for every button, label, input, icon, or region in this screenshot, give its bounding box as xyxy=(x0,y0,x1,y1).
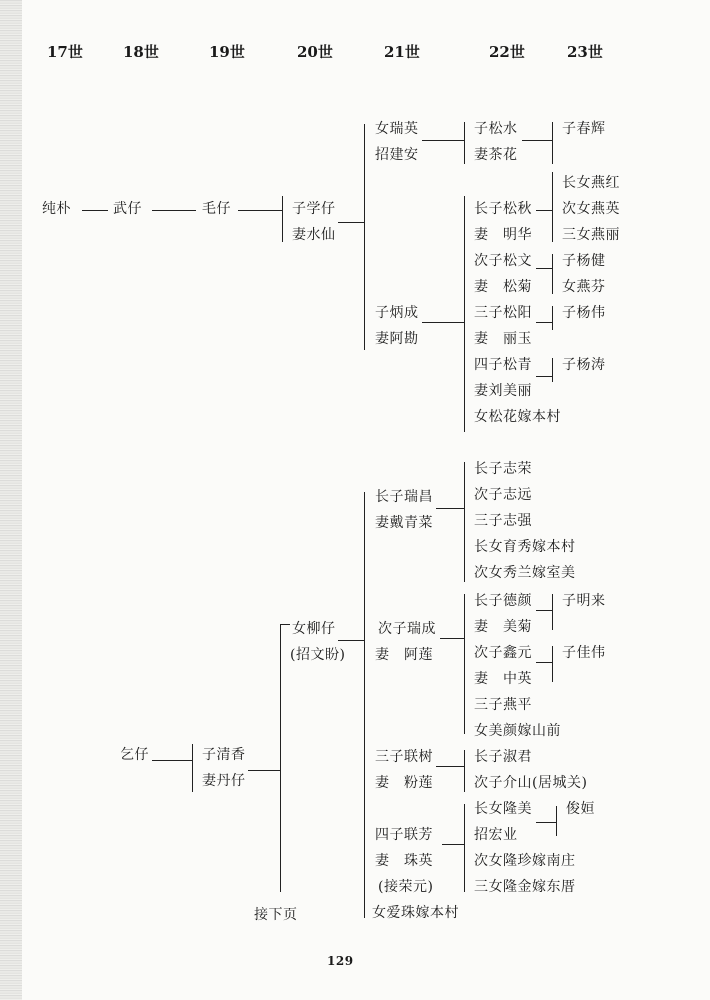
connector-line xyxy=(338,222,364,223)
children-bracket xyxy=(552,358,553,382)
person-child: 长子瑞昌 xyxy=(375,489,433,505)
person-daughter-married: 女松花嫁本村 xyxy=(474,409,561,425)
person-s2-wife: 妻 松菊 xyxy=(474,279,532,295)
person-child-wife: 妻 阿莲 xyxy=(375,647,433,663)
connector-line xyxy=(422,140,464,141)
person-grandchild: 次子志远 xyxy=(474,487,532,503)
person-child-note: (接荣元) xyxy=(378,879,434,895)
connector-line xyxy=(248,770,280,771)
connector-line xyxy=(536,210,552,211)
person-son-wife: 妻茶花 xyxy=(474,147,518,163)
person-son: 子松水 xyxy=(474,121,518,137)
children-bracket xyxy=(552,306,553,330)
gen-19-label: 19世 xyxy=(209,43,245,61)
person-grandchild-wife: 妻 美菊 xyxy=(474,619,532,635)
person-grandson: 子春辉 xyxy=(562,121,606,137)
connector-line xyxy=(440,638,464,639)
gen-18-label: 18世 xyxy=(123,43,159,61)
person-g20-husband: (招文盼) xyxy=(290,647,346,663)
person-great-grandchild: 子明来 xyxy=(562,593,606,609)
person-child: 四子联芳 xyxy=(375,827,433,843)
connector-line xyxy=(152,760,192,761)
person-grandchild: 长子德颜 xyxy=(474,593,532,609)
person-s3: 三子松阳 xyxy=(474,305,532,321)
person-s4-wife: 妻刘美丽 xyxy=(474,383,532,399)
connector-line xyxy=(536,822,556,823)
person-s1-child: 次女燕英 xyxy=(562,201,620,217)
person-child: 三子联树 xyxy=(375,749,433,765)
connector-line xyxy=(436,508,464,509)
children-bracket xyxy=(464,462,465,582)
children-bracket xyxy=(552,594,553,630)
children-bracket xyxy=(464,196,465,432)
person-child-wife: 妻 粉莲 xyxy=(375,775,433,791)
person-grandchild: 三女隆金嫁东厝 xyxy=(474,879,576,895)
gen-23-label: 23世 xyxy=(567,43,603,61)
person-grandchild: 次子介山(居城关) xyxy=(474,775,588,791)
person-grandchild: 女美颜嫁山前 xyxy=(474,723,561,739)
person-child: 次子瑞成 xyxy=(378,621,436,637)
children-bracket xyxy=(464,122,465,164)
person-s4: 四子松青 xyxy=(474,357,532,373)
page-number: 129 xyxy=(327,954,354,968)
person-grandchild-husband: 招宏业 xyxy=(474,827,518,843)
connector-line xyxy=(536,268,552,269)
connector-line xyxy=(536,662,552,663)
person-g19-wife: 妻丹仔 xyxy=(202,773,246,789)
children-bracket xyxy=(556,806,557,836)
connector-line xyxy=(238,210,282,211)
person-wife: 妻阿勘 xyxy=(375,331,419,347)
connector-line xyxy=(152,210,196,211)
couple-bracket xyxy=(282,196,283,242)
descendant-line xyxy=(280,624,281,892)
continue-note: 接下页 xyxy=(254,907,298,923)
person-grandchild: 长子志荣 xyxy=(474,461,532,477)
connector-line xyxy=(280,624,290,625)
person-s3-child: 子杨伟 xyxy=(562,305,606,321)
person-child-wife: 妻 珠英 xyxy=(375,853,433,869)
person-g20-daughter: 女柳仔 xyxy=(292,621,336,637)
person-husband: 招建安 xyxy=(375,147,419,163)
person-g18: 乞仔 xyxy=(120,747,149,763)
person-grandchild-wife: 妻 中英 xyxy=(474,671,532,687)
connector-line xyxy=(436,766,464,767)
gen-21-label: 21世 xyxy=(384,43,420,61)
connector-line xyxy=(422,322,464,323)
children-bracket xyxy=(552,254,553,294)
person-s1: 长子松秋 xyxy=(474,201,532,217)
person-s2-child: 子杨健 xyxy=(562,253,606,269)
person-s1-wife: 妻 明华 xyxy=(474,227,532,243)
connector-line xyxy=(82,210,108,211)
connector-line xyxy=(522,140,552,141)
gen-22-label: 22世 xyxy=(489,43,525,61)
person-s1-child: 长女燕红 xyxy=(562,175,620,191)
children-bracket xyxy=(464,750,465,792)
connector-line xyxy=(536,322,552,323)
couple-bracket xyxy=(192,744,193,792)
connector-line xyxy=(442,844,464,845)
person-s4-child: 子杨涛 xyxy=(562,357,606,373)
person-g19: 毛仔 xyxy=(202,201,231,217)
person-son: 子炳成 xyxy=(375,305,419,321)
person-grandchild: 长子淑君 xyxy=(474,749,532,765)
person-grandchild: 三子燕平 xyxy=(474,697,532,713)
connector-line xyxy=(536,376,552,377)
gen-17-label: 17世 xyxy=(47,43,83,61)
gen-20-label: 20世 xyxy=(297,43,333,61)
person-g17: 纯朴 xyxy=(42,201,71,217)
connector-line xyxy=(338,640,364,641)
children-bracket xyxy=(552,172,553,242)
person-s2-child: 女燕芬 xyxy=(562,279,606,295)
person-daughter: 女瑞英 xyxy=(375,121,419,137)
children-bracket xyxy=(464,804,465,892)
person-g20-wife: 妻水仙 xyxy=(292,227,336,243)
person-grandchild: 次女秀兰嫁室美 xyxy=(474,565,576,581)
person-g18: 武仔 xyxy=(113,201,142,217)
children-bracket xyxy=(464,594,465,734)
person-grandchild: 三子志强 xyxy=(474,513,532,529)
person-s3-wife: 妻 丽玉 xyxy=(474,331,532,347)
person-great-grandchild: 子佳伟 xyxy=(562,645,606,661)
person-grandchild: 次女隆珍嫁南庄 xyxy=(474,853,576,869)
person-g20-son: 子学仔 xyxy=(292,201,336,217)
person-child-wife: 妻戴青菜 xyxy=(375,515,433,531)
children-bracket xyxy=(364,124,365,350)
person-s2: 次子松文 xyxy=(474,253,532,269)
person-great-grandchild: 俊姮 xyxy=(566,801,595,817)
connector-line xyxy=(536,610,552,611)
person-grandchild: 次子鑫元 xyxy=(474,645,532,661)
children-bracket xyxy=(552,646,553,682)
person-grandchild: 长女隆美 xyxy=(474,801,532,817)
person-child: 女爱珠嫁本村 xyxy=(372,905,459,921)
children-bracket xyxy=(552,122,553,164)
children-bracket xyxy=(364,492,365,918)
person-grandchild: 长女育秀嫁本村 xyxy=(474,539,576,555)
person-g19-son: 子清香 xyxy=(202,747,246,763)
person-s1-child: 三女燕丽 xyxy=(562,227,620,243)
